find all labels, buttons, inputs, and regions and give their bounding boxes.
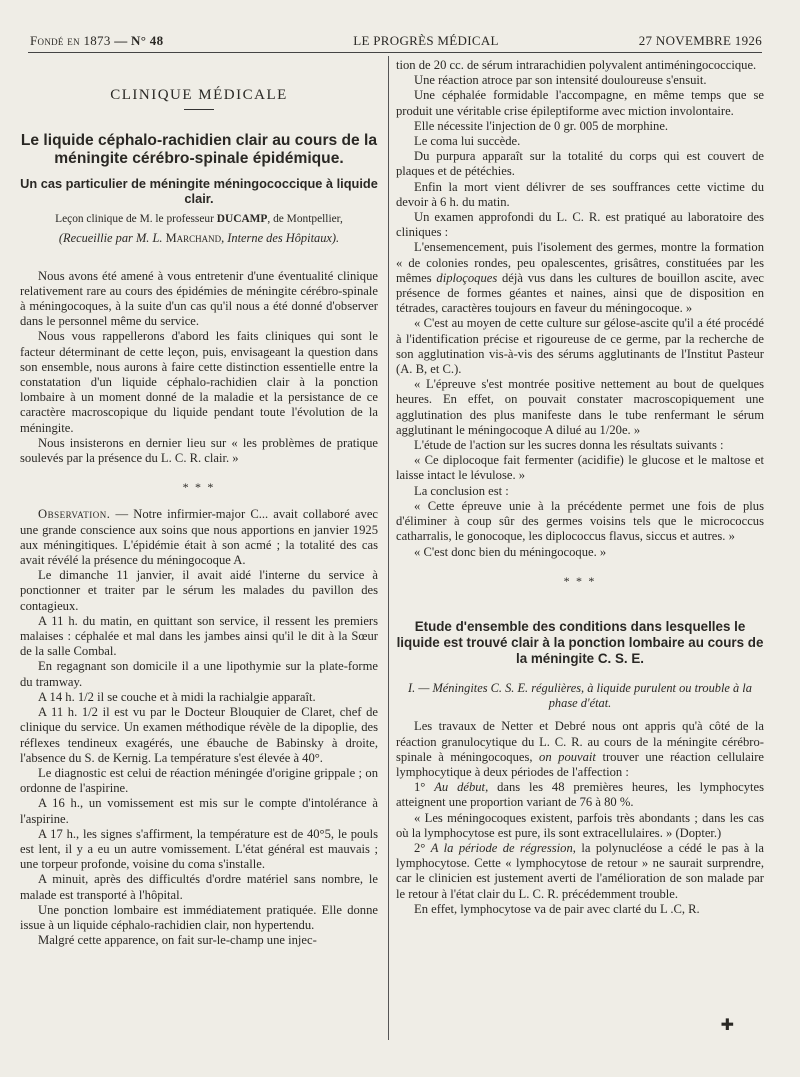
cross-mark: ✚ [720, 1017, 734, 1034]
lecture-credit: Leçon clinique de M. le professeur DUCAMP, de Montpellier, [55, 213, 343, 226]
paragraph: « Les méningocoques existent, parfois très abondants ; dans les cas où la lymphocytose est pure, ils sont extracellulaires. » (Dopter.) [396, 810, 764, 840]
section-rule [184, 109, 214, 110]
paragraph: Du purpura apparaît sur la totalité du corps qui est couvert de plaques et de pétéchies. [396, 149, 764, 179]
left-column [20, 58, 378, 948]
article-title: Le liquide céphalo-rachidien clair au cours de la méningite cérébro-spinale épidémique. [20, 132, 378, 168]
asterism: * * * [563, 573, 597, 588]
section-title: CLINIQUE MÉDICALE [110, 87, 288, 103]
paragraph: 1° Au début, dans les 48 premières heures, les lymphocytes atteignent une proportion variant de 76 à 80 %. [396, 780, 764, 810]
paragraph: Une ponction lombaire est immédiatement pratiquée. Elle donne issue à un liquide céphalo-rachidien clair, non hypertendu. [20, 902, 378, 932]
paragraph: Elle nécessite l'injection de 0 gr. 005 de morphine. [414, 118, 669, 133]
paragraph: L'ensemencement, puis l'isolement des germes, montre la formation « de colonies rondes, peu opalescentes, grisâtres, constituées par les mêmes diploçoques déjà vus dans les cultures de bouillon ascite, avec présence de formes géantes et naines, ainsi que de disposition en tétrades, caractères toujours en faveur du méningocoque. » [396, 240, 764, 316]
paragraph: A 17 h., les signes s'affirment, la température est de 40°5, le pouls est lent, il y a eu un autre vomissement. L'état général est mauvais ; une torpeur profonde, voisine du coma s'installe. [20, 826, 378, 872]
column-divider [388, 56, 389, 1040]
paragraph: Le dimanche 11 janvier, il avait aidé l'interne du service à ponctionner et traiter par le sérum les malades du pavillon des contagieux. [20, 568, 378, 613]
paragraph: Nous vous rappellerons d'abord les faits cliniques qui sont le facteur déterminant de cette leçon, puis, envisageant la question dans son ensemble, nous aurons à faire cette distinction essentielle entre la constatation d'un liquide céphalo-rachidien clair à la ponction lombaire à un moment donné de la maladie et la persistance de ce caractère macroscopique du liquide pendant toute l'évolution de la méningite. [20, 329, 378, 435]
paragraph: A 11 h. du matin, en quittant son service, il ressent les premiers malaises : céphalée et mal dans les jambes ainsi qu'il le dit à la Sœur de la salle Combal. [20, 613, 378, 659]
paragraph: En effet, lymphocytose va de pair avec clarté du L .C, R. [414, 901, 700, 916]
paragraph: Le coma lui succède. [414, 134, 521, 149]
paragraph: En regagnant son domicile il a une lipothymie sur la plate-forme du tramway. [20, 659, 378, 689]
paragraph: Une réaction atroce par son intensité douloureuse s'ensuit. [414, 73, 707, 88]
paragraph: tion de 20 cc. de sérum intrarachidien polyvalent antiméningococcique. [396, 58, 757, 72]
paragraph: Une céphalée formidable l'accompagne, en même temps que se produit une véritable crise épileptiforme avec miction involontaire. [396, 88, 764, 118]
paragraph: « Ce diplocoque fait fermenter (acidifie) le glucose et le maltose et laisse intact le lévulose. » [396, 453, 764, 483]
paragraph: A 16 h., un vomissement est mis sur le compte d'intolérance à l'aspirine. [20, 796, 378, 826]
paragraph: « C'est donc bien du méningocoque. » [414, 544, 607, 559]
journal-title: LE PROGRÈS MÉDICAL [353, 33, 499, 48]
paragraph: A 14 h. 1/2 il se couche et à midi la rachialgie apparaît. [38, 689, 316, 704]
paragraph: « Cette épreuve unie à la précédente permet une fois de plus d'éliminer à coup sûr des germes voisins tels que le micrococcus catharralis, le gonocoque, les diplococcus flavus, siccus et autres. » [396, 498, 764, 544]
paragraph: Les travaux de Netter et Debré nous ont appris qu'à côté de la réaction granulocytique du L. C. R. au cours de la méningite cérébro-spinale à méningocoques, on pouvait trouver une réaction cellulaire lymphocytique à deux périodes de l'affection : [396, 719, 764, 779]
article-subtitle: Un cas particulier de méningite méningococcique à liquide clair. [20, 176, 378, 207]
issue-date: 27 NOVEMBRE 1926 [638, 33, 762, 48]
paragraph: 2° A la période de régression, la polynucléose a cédé le pas à la lymphocytose. Cette « lymphocytose de retour » ne saurait surprendre, car le clinicien est justement averti de l'amélioration de son malade par le retour à l'état clair du L. C. R. précédemment trouble. [396, 840, 765, 901]
paragraph: La conclusion est : [414, 483, 509, 498]
paragraph: Un examen approfondi du L. C. R. est pratiqué au laboratoire des cliniques : [396, 210, 764, 240]
paragraph: Nous avons été amené à vous entretenir d'une éventualité clinique relativement rare au cours des épidémies de méningite cérébro-spinale à méningocoques, à la suite d'un cas qu'il nous a été donné d'observer dans le personnel même du service. [20, 268, 378, 329]
header-founded: Fondé en 1873 — N° 48 [30, 33, 164, 48]
observation-paragraph: Observation. — Notre infirmier-major C... avait collaboré avec une grande conscience aux soins que nous apportions en janvier 1925 aux méningitiques. L'épidémie était à son acmé ; la totalité des cas avait révélé la présence du méningocoque A. [20, 507, 378, 568]
paragraph: Enfin la mort vient délivrer de ses souffrances cette victime du devoir à 6 h. du matin. [396, 179, 764, 209]
collected-by: (Recueillie par M. L. Marchand, Interne des Hôpitaux). [58, 231, 340, 246]
paragraph: Malgré cette apparence, on fait sur-le-champ une injec- [38, 933, 317, 948]
section-heading: Etude d'ensemble des conditions dans lesquelles le liquide est trouvé clair à la ponction lombaire au cours de la méningite C. S. E. [396, 618, 764, 666]
paragraph: « C'est au moyen de cette culture sur gélose-ascite qu'il a été procédé à l'identification précise et rigoureuse de ce germe, par la recherche de son agglutination vis-à-vis des sérums agglutinants de l'Institut Pasteur (A. B, et C.). [396, 316, 764, 377]
header-rule [28, 52, 762, 53]
paragraph: L'étude de l'action sur les sucres donna les résultats suivants : [414, 438, 724, 453]
right-column [396, 58, 764, 917]
page-header [30, 33, 762, 51]
paragraph: A minuit, après des difficultés d'ordre matériel sans nombre, le malade est transporté à l'hôpital. [20, 872, 378, 902]
paragraph: Le diagnostic est celui de réaction méningée d'origine grippale ; on ordonne de l'aspirine. [20, 765, 378, 796]
paragraph: A 11 h. 1/2 il est vu par le Docteur Blouquier de Claret, chef de clinique du service. Un examen méthodique révèle de la dipoplie, des réflexes tendineux exagérés, une ébauche de Babinsky à droite, l'absence du S. de Kernig. La température s'est élevée à 40°. [20, 705, 378, 765]
subsection-heading: I. — Méningites C. S. E. régulières, à liquide purulent ou trouble à la phase d'état. [408, 680, 752, 711]
paragraph: Nous insisterons en dernier lieu sur « les problèmes de pratique soulevés par la présence du L. C. R. clair. » [20, 435, 378, 466]
paragraph: « L'épreuve s'est montrée positive nettement au bout de quelques heures. En effet, on pouvait constater macroscopiquement une agglutination des plus manifeste dans le tube renfermant le sérum agglutinant le méningocoque A dilué au 1/20e. » [396, 377, 764, 437]
asterism: * * * [182, 480, 216, 495]
